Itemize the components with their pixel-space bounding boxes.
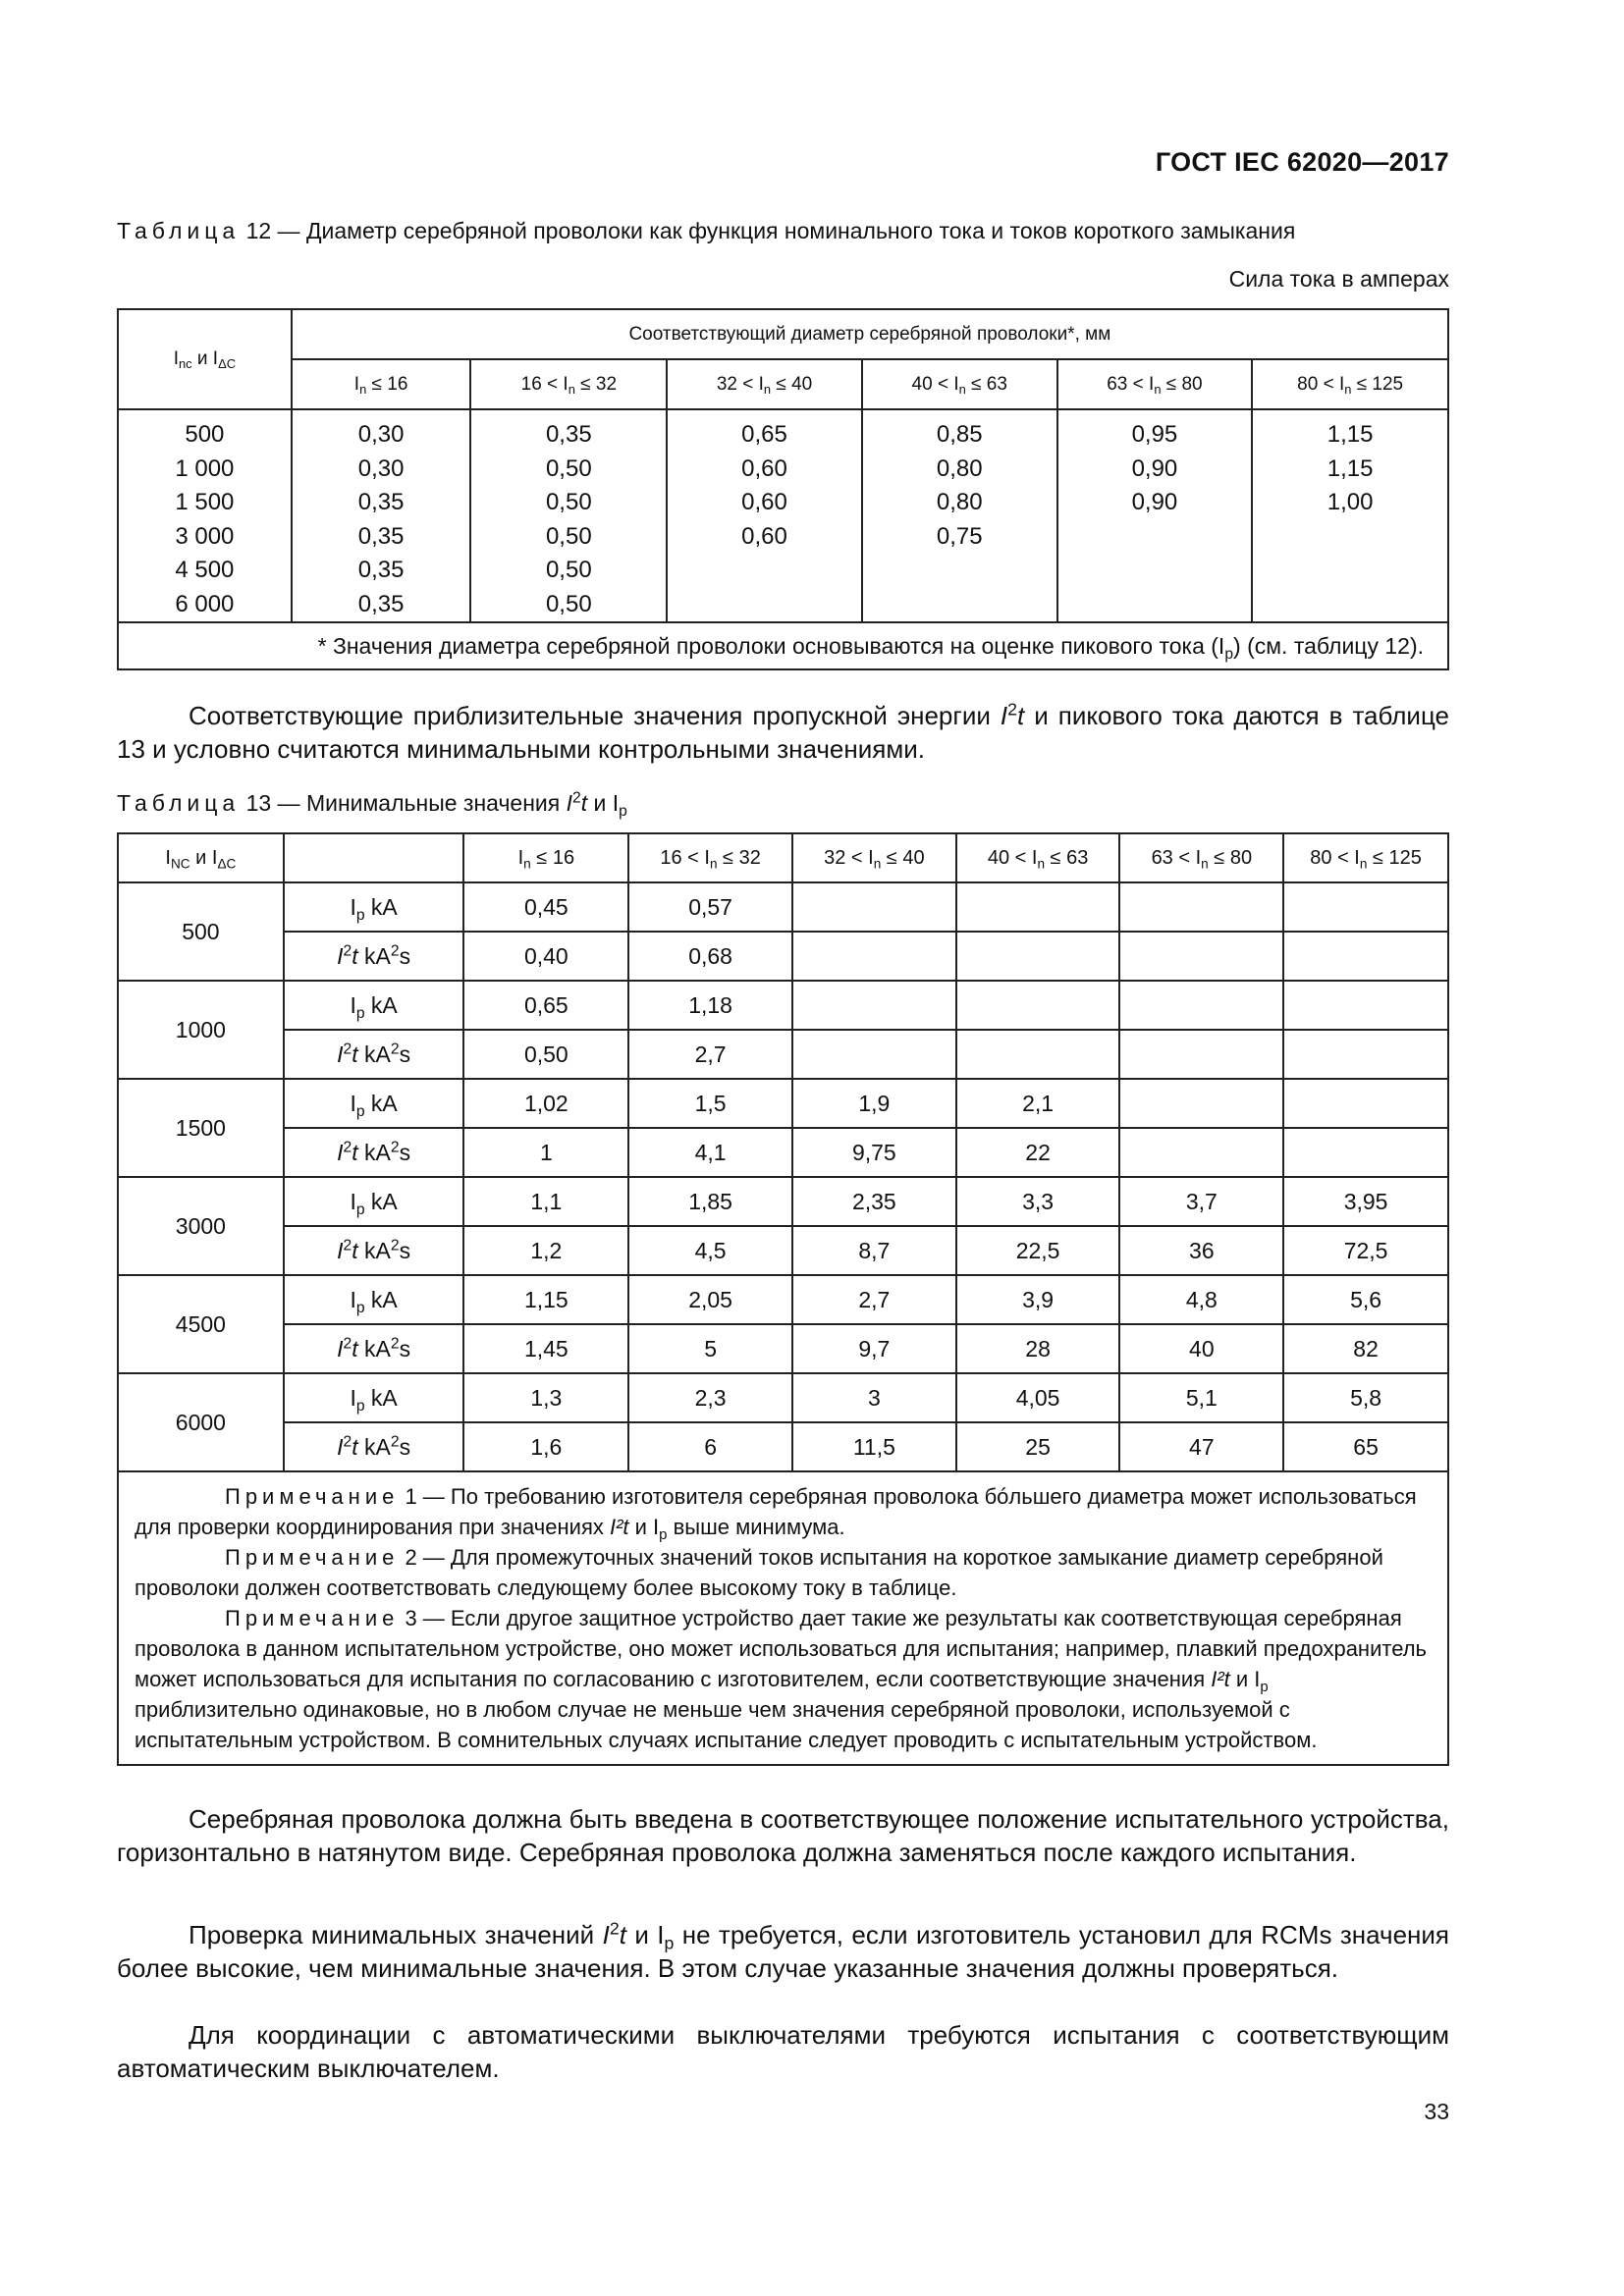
table-cell: 1,15: [463, 1275, 628, 1324]
ip-label: $I_p$ kA: [284, 1177, 464, 1226]
i2t-label: $I^2t$ $kA^2s$: [284, 932, 464, 981]
t13-quantity-header: [284, 833, 464, 882]
table-12: [117, 308, 1449, 670]
table-cell: 65: [1283, 1422, 1448, 1471]
table-cell: [1283, 981, 1448, 1030]
i2t-label: $I^2t$ $kA^2s$: [284, 1226, 464, 1275]
t13-col-header: $I_n \le 16$: [463, 833, 628, 882]
table-cell: 3,3: [956, 1177, 1120, 1226]
t13-col-header: $32 < I_n \le 40$: [792, 833, 956, 882]
t12-data-column: 0,35 0,50 0,50 0,50 0,50 0,50: [470, 409, 667, 622]
t12-col-header: $40 < I_n \le 63$: [862, 359, 1057, 409]
note-3: Примечание 3 — Если другое защитное устройство дает такие же результаты как соответствующая серебряная проволока в данном испытательном устройстве, оно может использоваться для испытания; например, плавкий предохранитель может использоваться для испытания по согласованию с изготовителем, если соответствующие значения I²t и $I_p$ приблизительно одинаковые, но в любом случае не меньше чем значения серебряной проволоки, используемой с испытательным устройством. В сомнительных случаях испытание следует проводить с испытательным устройством.: [135, 1606, 1428, 1752]
table-cell: 36: [1119, 1226, 1283, 1275]
table-row: [118, 1177, 1448, 1226]
table-cell: 1,85: [628, 1177, 792, 1226]
table-row: [118, 1128, 1448, 1177]
paragraph-4: Для координации с автоматическими выключателями требуются испытания с соответствующим автоматическим выключателем.: [117, 2020, 1449, 2083]
table-cell: 25: [956, 1422, 1120, 1471]
table-cell: [1283, 1079, 1448, 1128]
table13-caption: [117, 789, 627, 820]
table-cell: 2,1: [956, 1079, 1120, 1128]
table-cell: 9,7: [792, 1324, 956, 1373]
table-row: [118, 882, 1448, 932]
i2t-label: $I^2t$ $kA^2s$: [284, 1128, 464, 1177]
current-cell: 1500: [118, 1079, 284, 1177]
table-cell: 22: [956, 1128, 1120, 1177]
table-cell: 0,50: [463, 1030, 628, 1079]
table-cell: [956, 981, 1120, 1030]
current-cell: 500: [118, 882, 284, 981]
table-row: [118, 1079, 1448, 1128]
table-cell: [1283, 882, 1448, 932]
table-cell: 22,5: [956, 1226, 1120, 1275]
t12-col-header: $I_n \le 16$: [292, 359, 471, 409]
table-cell: [956, 882, 1120, 932]
t12-first-col-header: $I_{nc}$ и $I_{\Delta C}$: [118, 309, 292, 409]
t13-first-col-header: $I_{NC}$ и $I_{\Delta C}$: [118, 833, 284, 882]
paragraph-3: Проверка минимальных значений $I^2t$ и $I_p$ не требуется, если изготовитель установил для RCMs значения более высокие, чем минимальные значения. В этом случае указанные значения должны проверяться.: [117, 1918, 1449, 1983]
t12-data-column: 500 1 000 1 500 3 000 4 500 6 000: [118, 409, 292, 622]
table-cell: 4,8: [1119, 1275, 1283, 1324]
t13-notes: [118, 1471, 1448, 1765]
t12-data-column: 0,30 0,30 0,35 0,35 0,35 0,35: [292, 409, 471, 622]
table-cell: 1,1: [463, 1177, 628, 1226]
table-row: [118, 1373, 1448, 1422]
table-cell: 1,45: [463, 1324, 628, 1373]
i2t-label: $I^2t$ $kA^2s$: [284, 1324, 464, 1373]
note-1: Примечание 1 — По требованию изготовителя серебряная проволока бóльшего диаметра может использоваться для проверки координирования при значениях I²t и $I_p$ выше минимума.: [135, 1484, 1417, 1543]
table12-caption-label: Таблица: [117, 218, 241, 243]
table-cell: 47: [1119, 1422, 1283, 1471]
table-cell: 3,7: [1119, 1177, 1283, 1226]
table-cell: 5,8: [1283, 1373, 1448, 1422]
table-cell: 72,5: [1283, 1226, 1448, 1275]
table-cell: [1119, 1079, 1283, 1128]
table-row: [118, 1030, 1448, 1079]
table-13: [117, 832, 1449, 1766]
table-row: [118, 1422, 1448, 1471]
t12-col-header: $16 < I_n \le 32$: [470, 359, 667, 409]
table-cell: 1,9: [792, 1079, 956, 1128]
page-number: 33: [1424, 2099, 1449, 2124]
table13-caption-label: Таблица: [117, 790, 241, 816]
table-cell: 5,1: [1119, 1373, 1283, 1422]
t13-col-header: $40 < I_n \le 63$: [956, 833, 1120, 882]
t12-col-header: $80 < I_n \le 125$: [1252, 359, 1448, 409]
table-cell: 1,02: [463, 1079, 628, 1128]
t13-body: [118, 882, 1448, 1471]
table12-caption-text: 12 — Диаметр серебряной проволоки как функция номинального тока и токов короткого замыкания: [245, 218, 1296, 243]
table-cell: 4,05: [956, 1373, 1120, 1422]
table-cell: 40: [1119, 1324, 1283, 1373]
table-cell: 4,1: [628, 1128, 792, 1177]
table-cell: 1,6: [463, 1422, 628, 1471]
table-cell: [792, 882, 956, 932]
table-cell: 0,65: [463, 981, 628, 1030]
ip-label: $I_p$ kA: [284, 1275, 464, 1324]
table12-units: Сила тока в амперах: [1228, 266, 1449, 292]
table-cell: 2,35: [792, 1177, 956, 1226]
t12-span-header: Соответствующий диаметр серебряной проволоки*, мм: [292, 309, 1448, 359]
t12-data-column: 0,85 0,80 0,80 0,75: [862, 409, 1057, 622]
table-cell: 2,7: [792, 1275, 956, 1324]
table-cell: 0,45: [463, 882, 628, 932]
table-cell: [792, 981, 956, 1030]
i2t-label: $I^2t$ $kA^2s$: [284, 1030, 464, 1079]
note-2: Примечание 2 — Для промежуточных значений токов испытания на короткое замыкание диаметр серебряной проволоки должен соответствовать следующему более высокому току в таблице.: [135, 1545, 1383, 1600]
table-cell: 1: [463, 1128, 628, 1177]
table-row: [118, 981, 1448, 1030]
table-cell: 2,3: [628, 1373, 792, 1422]
table-cell: [1283, 932, 1448, 981]
table-cell: 0,68: [628, 932, 792, 981]
table-cell: 28: [956, 1324, 1120, 1373]
paragraph-2: Серебряная проволока должна быть введена в соответствующее положение испытательного устройства, горизонтально в натянутом виде. Серебряная проволока должна заменяться после каждого испытания.: [117, 1804, 1449, 1867]
table-cell: [1119, 981, 1283, 1030]
table-row: [118, 1324, 1448, 1373]
table-cell: 1,3: [463, 1373, 628, 1422]
ip-label: $I_p$ kA: [284, 882, 464, 932]
table-cell: 9,75: [792, 1128, 956, 1177]
t12-col-header: $32 < I_n \le 40$: [667, 359, 862, 409]
table-cell: 1,5: [628, 1079, 792, 1128]
t13-col-header: $63 < I_n \le 80$: [1119, 833, 1283, 882]
t12-data-column: 0,65 0,60 0,60 0,60: [667, 409, 862, 622]
table-cell: [1119, 882, 1283, 932]
document-code: ГОСТ IEC 62020—2017: [1155, 147, 1449, 177]
table-cell: [956, 1030, 1120, 1079]
table-row: [118, 1275, 1448, 1324]
t12-col-header: $63 < I_n \le 80$: [1057, 359, 1253, 409]
table12-caption: [117, 218, 1295, 244]
table-cell: 1,18: [628, 981, 792, 1030]
table13-caption-text: 13 — Минимальные значения $I^2t$ и $I_p$: [245, 789, 627, 820]
table-cell: [792, 932, 956, 981]
table-cell: 0,40: [463, 932, 628, 981]
t13-col-header: $80 < I_n \le 125$: [1283, 833, 1448, 882]
table-cell: [1283, 1030, 1448, 1079]
table-cell: [956, 932, 1120, 981]
ip-label: $I_p$ kA: [284, 1373, 464, 1422]
table-cell: 6: [628, 1422, 792, 1471]
table-cell: 0,57: [628, 882, 792, 932]
table-cell: [1119, 932, 1283, 981]
table-row: [118, 932, 1448, 981]
table-cell: 3,95: [1283, 1177, 1448, 1226]
table-cell: 3,9: [956, 1275, 1120, 1324]
table-cell: 5,6: [1283, 1275, 1448, 1324]
table-cell: 4,5: [628, 1226, 792, 1275]
i2t-label: $I^2t$ $kA^2s$: [284, 1422, 464, 1471]
current-cell: 3000: [118, 1177, 284, 1275]
table-cell: 11,5: [792, 1422, 956, 1471]
current-cell: 6000: [118, 1373, 284, 1471]
paragraph-1: Соответствующие приблизительные значения пропускной энергии $I^2t$ и пикового тока даются в таблице 13 и условно считаются минимальными контрольными значениями.: [117, 699, 1449, 764]
table-cell: 3: [792, 1373, 956, 1422]
t12-data-column: 0,95 0,90 0,90: [1057, 409, 1253, 622]
table-cell: [1119, 1030, 1283, 1079]
table-cell: [792, 1030, 956, 1079]
table-cell: 5: [628, 1324, 792, 1373]
table-cell: 2,7: [628, 1030, 792, 1079]
table-cell: 82: [1283, 1324, 1448, 1373]
table-cell: [1283, 1128, 1448, 1177]
table-cell: [1119, 1128, 1283, 1177]
table-row: [118, 1226, 1448, 1275]
current-cell: 4500: [118, 1275, 284, 1373]
ip-label: $I_p$ kA: [284, 981, 464, 1030]
table-cell: 1,2: [463, 1226, 628, 1275]
t13-col-header: $16 < I_n \le 32$: [628, 833, 792, 882]
t12-footnote: * Значения диаметра серебряной проволоки основываются на оценке пикового тока $(I_p)$ (см. таблицу 12).: [118, 622, 1448, 669]
table-cell: 8,7: [792, 1226, 956, 1275]
table-cell: 2,05: [628, 1275, 792, 1324]
ip-label: $I_p$ kA: [284, 1079, 464, 1128]
t12-data-column: 1,15 1,15 1,00: [1252, 409, 1448, 622]
current-cell: 1000: [118, 981, 284, 1079]
